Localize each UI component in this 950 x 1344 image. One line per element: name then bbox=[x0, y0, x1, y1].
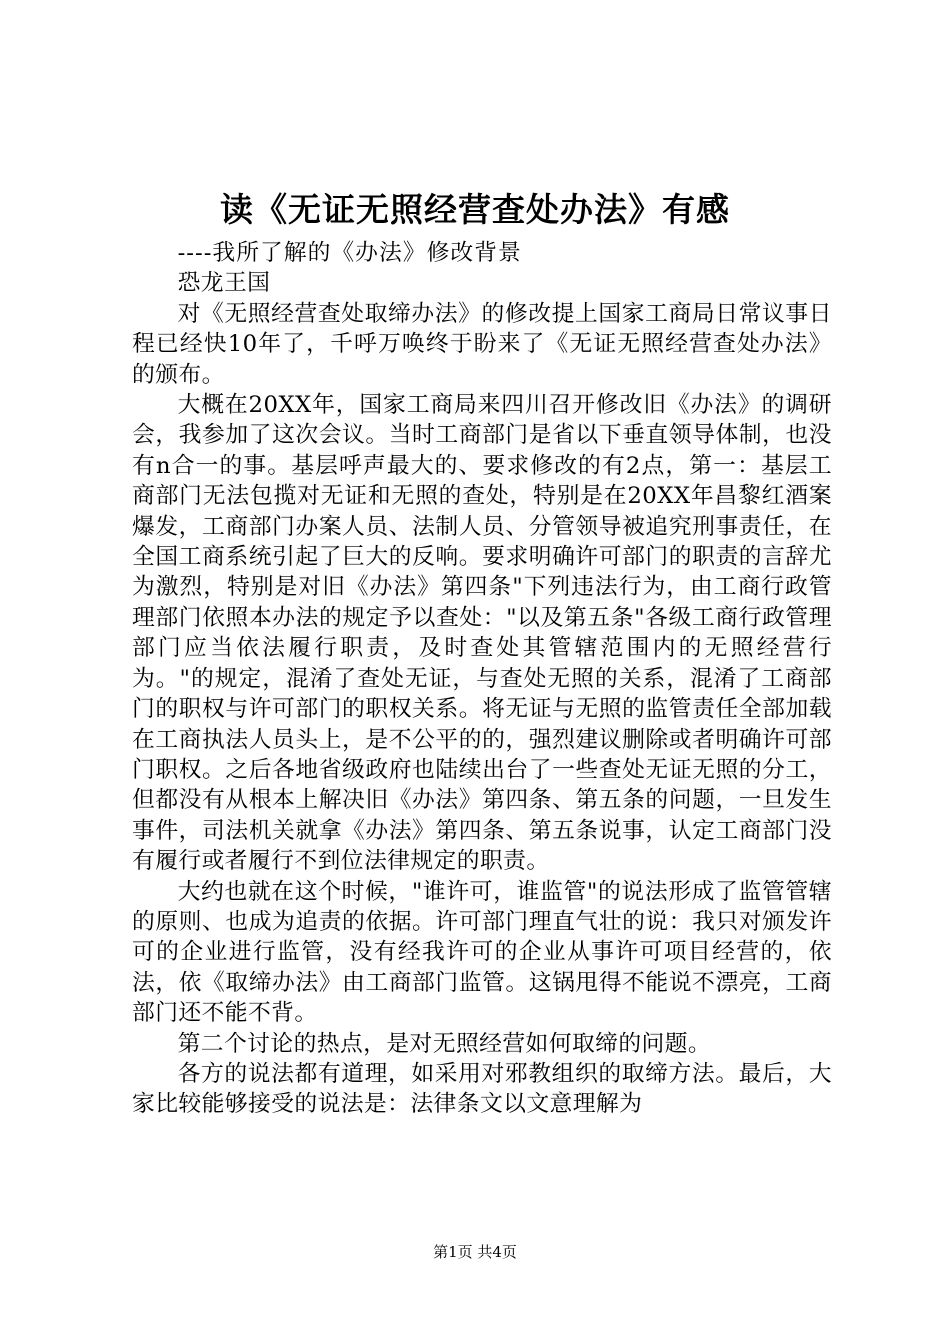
paragraph: 第二个讨论的热点，是对无照经营如何取缔的问题。 bbox=[177, 1030, 712, 1057]
paragraph: 对《无照经营查处取缔办法》的修改提上国家工商局日常议事日程已经快10年了，千呼万唤终于盼来了《无证无照经营查处办法》的颁布。 bbox=[132, 300, 832, 388]
paragraph: 大约也就在这个时候，"谁许可，谁监管"的说法形成了监管管辖的原则、也成为追责的依据。许可部门理直气壮的说：我只对颁发许可的企业进行监管，没有经我许可的企业从事许可项目经营的，依法，依《取缔办法》由工商部门监管。这锅甩得不能说不漂亮，工商部门还不能不背。 bbox=[132, 878, 832, 1027]
document-body bbox=[132, 238, 832, 1120]
document-subtitle: ----我所了解的《办法》修改背景 bbox=[177, 240, 522, 266]
document-author: 恐龙王国 bbox=[177, 270, 271, 297]
paragraph: 大概在20XX年，国家工商局来四川召开修改旧《办法》的调研会，我参加了这次会议。当时工商部门是省以下垂直领导体制，也没有n合一的事。基层呼声最大的、要求修改的有2点，第一：基层工商部门无法包揽对无证和无照的查处，特别是在20XX年昌黎红酒案爆发，工商部门办案人员、法制人员、分管领导被追究刑事责任，在全国工商系统引起了巨大的反响。要求明确许可部门的职责的言辞尤为激烈，特别是对旧《办法》第四条"下列违法行为，由工商行政管理部门依照本办法的规定予以查处："以及第五条"各级工商行政管理部门应当依法履行职责，及时查处其管辖范围内的无照经营行为。"的规定，混淆了查处无证，与查处无照的关系，混淆了工商部门的职权与许可部门的职权关系。将无证与无照的监管责任全部加载在工商执法人员头上，是不公平的的，强烈建议删除或者明确许可部门职权。之后各地省级政府也陆续出台了一些查处无证无照的分工，但都没有从根本上解决旧《办法》第四条、第五条的问题，一旦发生事件，司法机关就拿《办法》第四条、第五条说事，认定工商部门没有履行或者履行不到位法律规定的职责。 bbox=[132, 392, 832, 875]
page-footer: 第1页 共4页 bbox=[433, 1243, 517, 1261]
paragraph: 各方的说法都有道理，如采用对邪教组织的取缔方法。最后，大家比较能够接受的说法是：法律条文以文意理解为 bbox=[132, 1060, 832, 1118]
document-title: 读《无证无照经营查处办法》有感 bbox=[220, 190, 730, 229]
